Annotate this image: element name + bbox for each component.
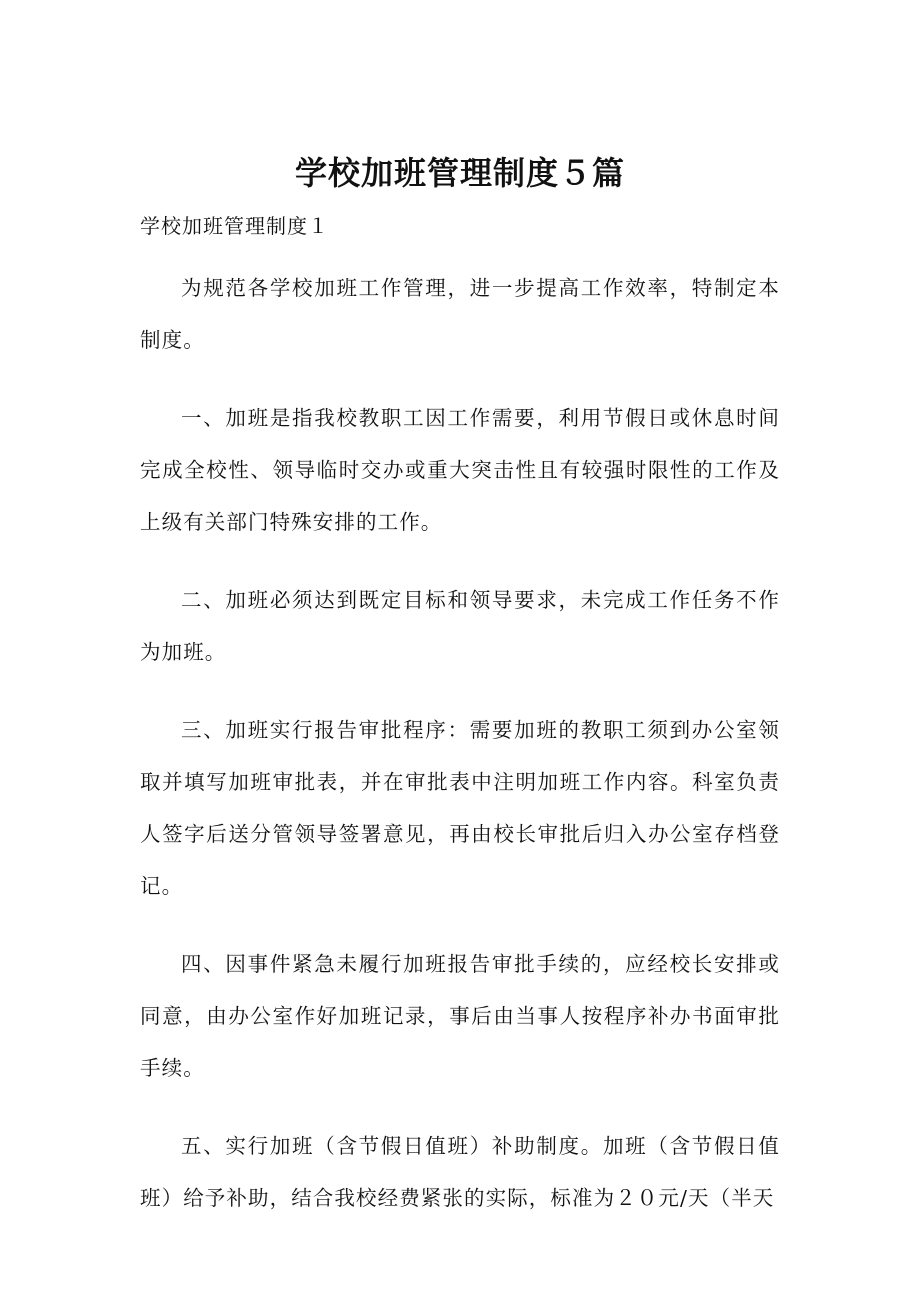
paragraph-3: 三、加班实行报告审批程序：需要加班的教职工须到办公室领取并填写加班审批表，并在审批表中注明加班工作内容。科室负责人签字后送分管领导签署意见，再由校长审批后归入办公室存档登记。	[140, 718, 780, 898]
paragraph-1: 一、加班是指我校教职工因工作需要，利用节假日或休息时间完成全校性、领导临时交办或重大突击性且有较强时限性的工作及上级有关部门特殊安排的工作。	[140, 406, 780, 534]
paragraph-intro: 为规范各学校加班工作管理，进一步提高工作效率，特制定本制度。	[140, 276, 780, 352]
paragraph-5: 五、实行加班（含节假日值班）补助制度。加班（含节假日值班）给予补助，结合我校经费紧张的实际，标准为２０元/天（半天	[140, 1134, 780, 1210]
document-title: 学校加班管理制度５篇	[294, 154, 625, 192]
document-body	[140, 262, 780, 1250]
paragraph-4: 四、因事件紧急未履行加班报告审批手续的，应经校长安排或同意，由办公室作好加班记录，事后由当事人按程序补办书面审批手续。	[140, 952, 780, 1080]
section-heading: 学校加班管理制度１	[140, 214, 329, 238]
paragraph-2: 二、加班必须达到既定目标和领导要求，未完成工作任务不作为加班。	[140, 588, 780, 664]
